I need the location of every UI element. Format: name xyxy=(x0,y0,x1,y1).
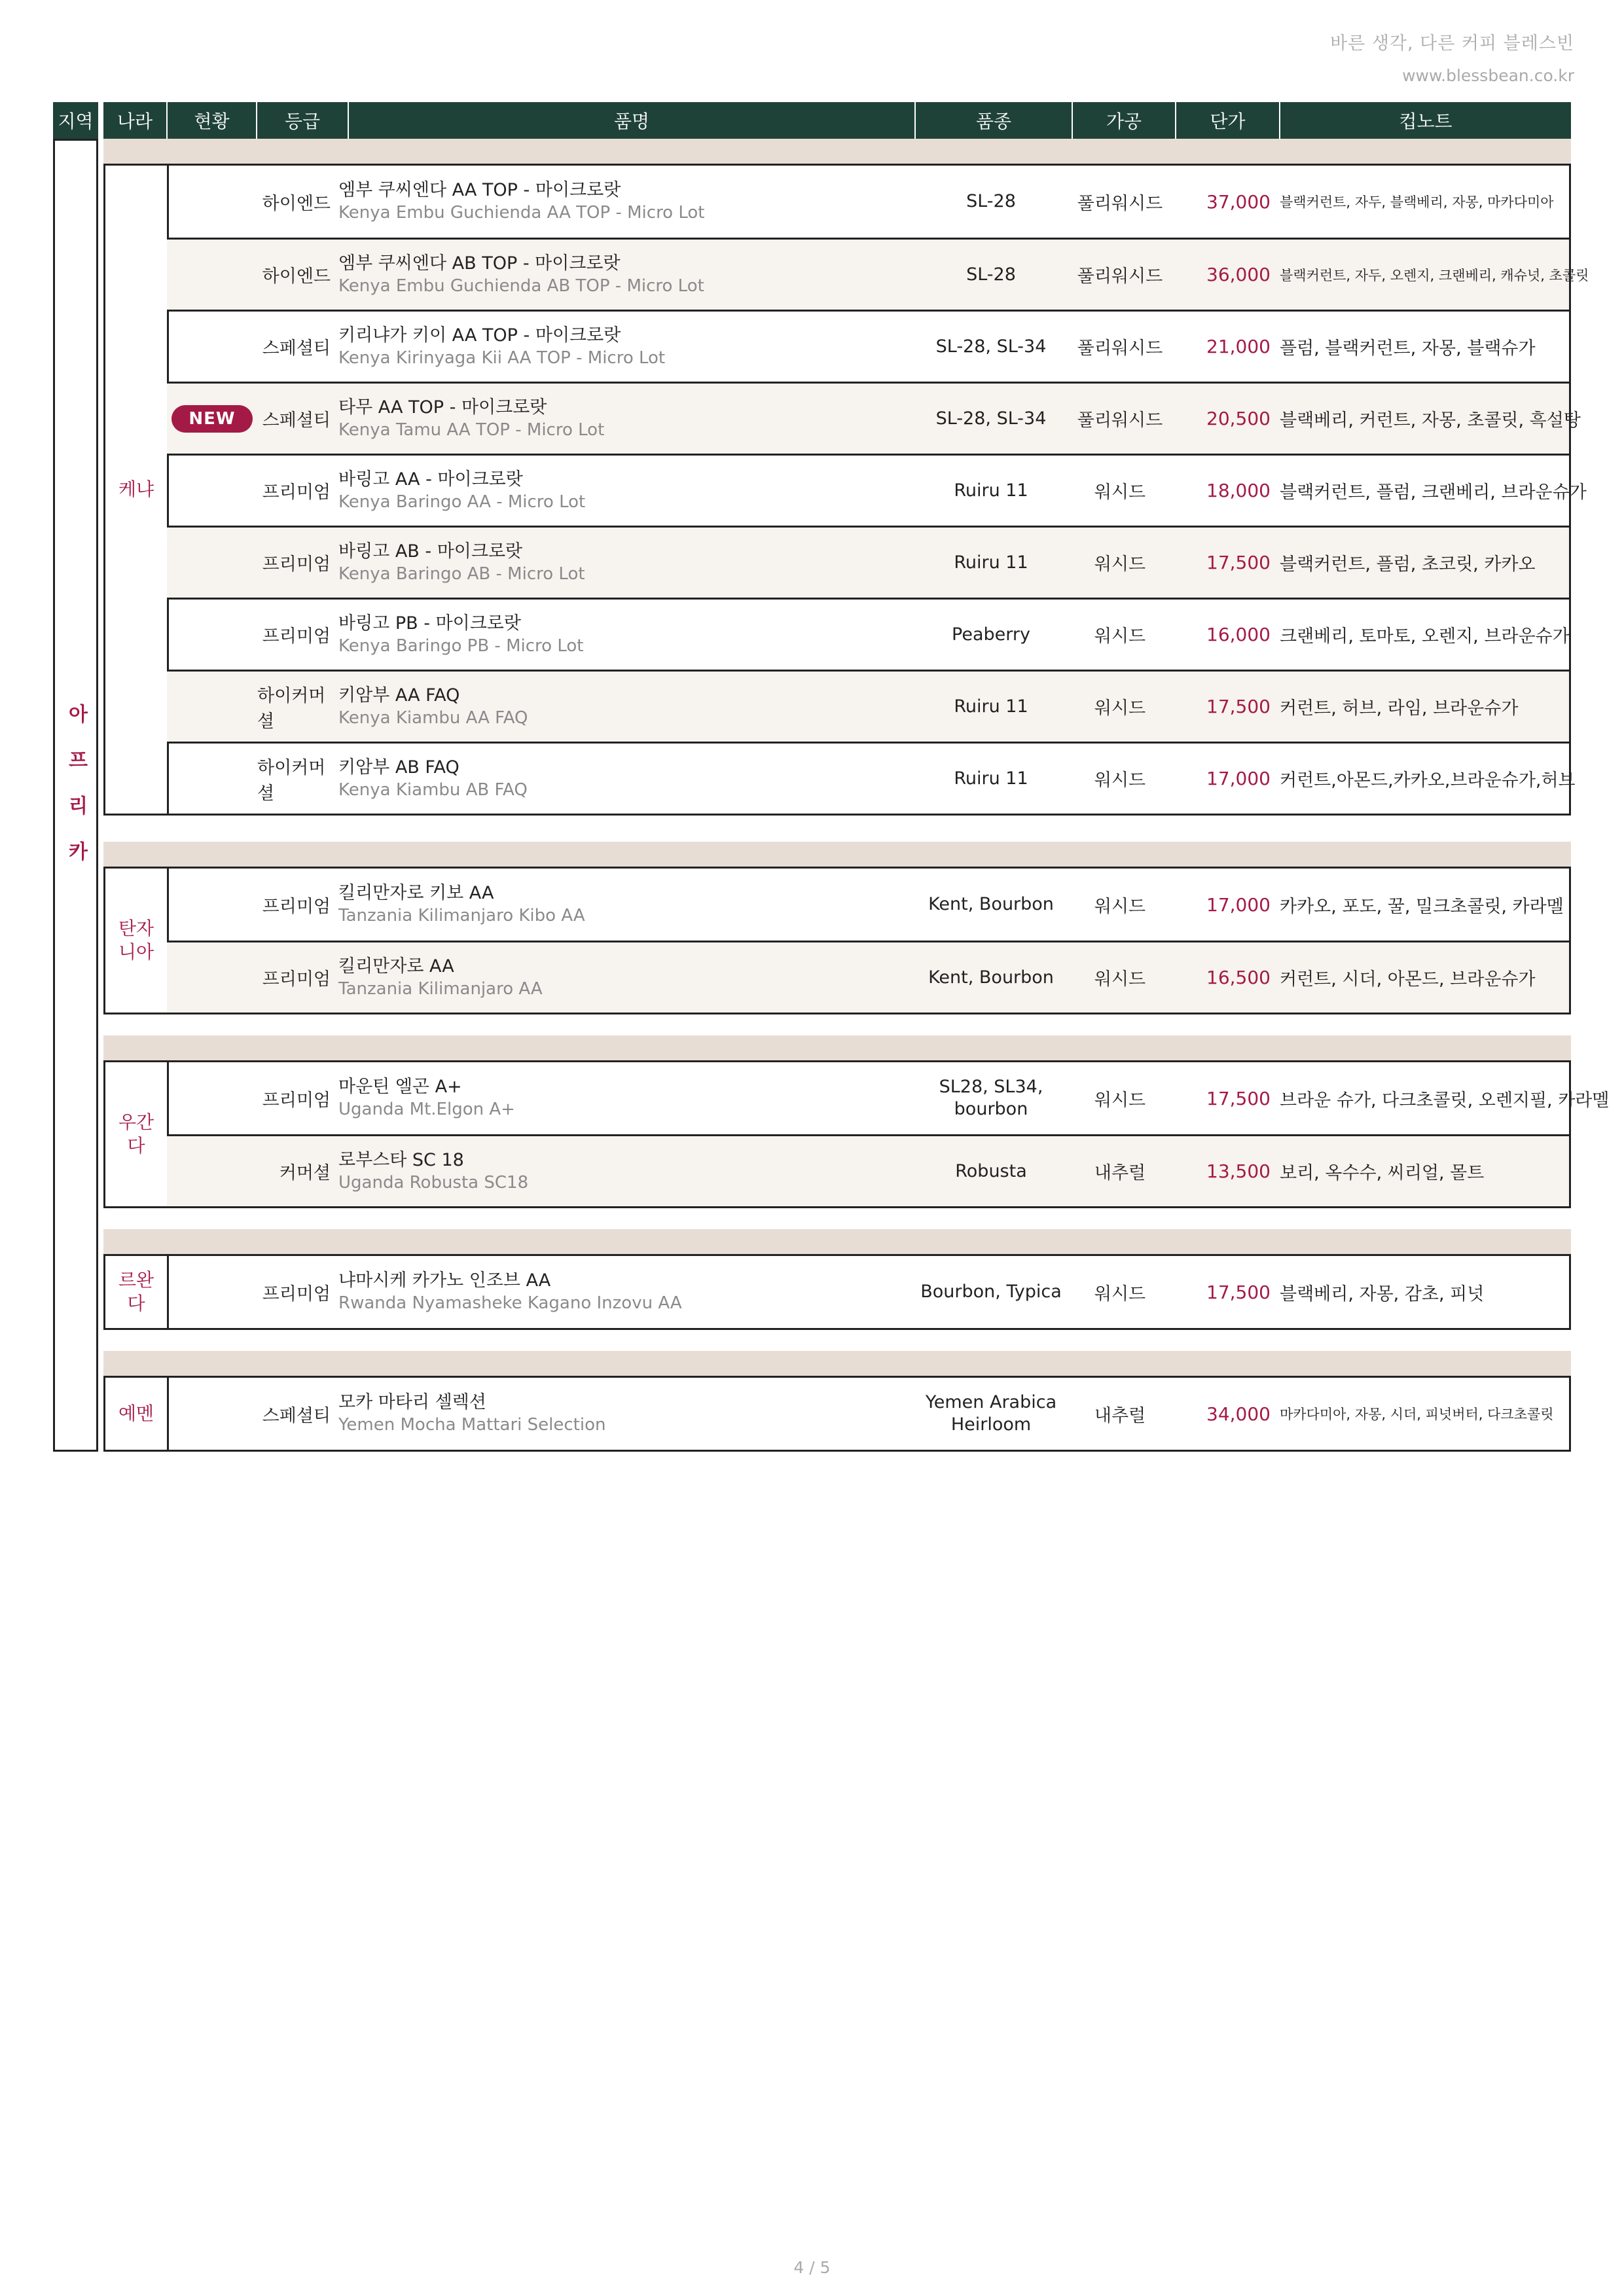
variety-cell: Ruiru 11 xyxy=(954,552,1028,573)
product-name-cell xyxy=(338,1256,901,1328)
cupnote-cell: 블랙베리, 자몽, 감초, 피넛 xyxy=(1280,1283,1485,1304)
product-name-korean: 엠부 쿠씨엔다 AB TOP - 마이크로랏 xyxy=(338,253,621,274)
grade-cell: 프리미엄 xyxy=(262,554,331,575)
product-name-korean: 킬리만자로 AA xyxy=(338,956,454,977)
product-name-english: Uganda Mt.Elgon A+ xyxy=(338,1100,515,1119)
product-name-cell xyxy=(338,600,901,670)
process-cell: 워시드 xyxy=(1094,626,1146,647)
country-name: 예멘 xyxy=(118,1403,154,1424)
grade-cell: 프리미엄 xyxy=(262,1090,331,1111)
product-name-cell xyxy=(338,240,901,310)
status-cell xyxy=(167,528,257,598)
variety-cell: SL-28 xyxy=(966,191,1016,211)
product-name-english: Kenya Kiambu AA FAQ xyxy=(338,708,528,728)
price-cell: 17,000 xyxy=(1206,768,1271,789)
product-name-english: Kenya Embu Guchienda AB TOP - Micro Lot xyxy=(338,276,704,296)
group-separator-band xyxy=(103,1229,1571,1254)
status-cell xyxy=(167,312,257,382)
table-row xyxy=(167,1134,1569,1206)
country-cell xyxy=(105,1378,169,1450)
variety-cell: Bourbon, Typica xyxy=(920,1282,1062,1302)
product-name-cell xyxy=(338,456,901,526)
product-name-korean: 마운틴 엘곤 A+ xyxy=(338,1077,462,1097)
product-name-korean: 바링고 AB - 마이크로랏 xyxy=(338,541,523,562)
grade-cell: 스페셜티 xyxy=(262,1405,331,1426)
price-cell: 17,500 xyxy=(1206,1087,1271,1109)
product-name-english: Yemen Mocha Mattari Selection xyxy=(338,1415,606,1435)
product-name-korean: 키암부 AB FAQ xyxy=(338,757,460,778)
price-cell: 21,000 xyxy=(1206,336,1271,357)
product-name-english: Tanzania Kilimanjaro Kibo AA xyxy=(338,906,585,925)
region-cell xyxy=(53,139,98,1452)
grade-cell: 스페셜티 xyxy=(262,410,331,431)
process-cell: 워시드 xyxy=(1094,554,1146,575)
header-process: 가공 xyxy=(1073,102,1175,139)
country-group xyxy=(103,164,1589,816)
variety-cell: Peaberry xyxy=(952,624,1030,645)
variety-cell: Yemen Arabica Heirloom xyxy=(925,1392,1057,1435)
table-row xyxy=(167,238,1589,310)
product-name-korean: 바링고 AA - 마이크로랏 xyxy=(338,469,523,490)
table-row xyxy=(167,310,1569,382)
variety-cell: Kent, Bourbon xyxy=(928,967,1054,988)
table-row xyxy=(167,1256,1569,1328)
product-name-cell xyxy=(338,312,901,382)
header-cupnote: 컵노트 xyxy=(1280,102,1571,139)
grade-cell: 스페셜티 xyxy=(262,338,331,359)
country-name: 우간다 xyxy=(118,1111,154,1157)
table-header xyxy=(0,102,1624,139)
price-cell: 34,000 xyxy=(1206,1403,1271,1425)
product-name-cell xyxy=(338,1062,901,1134)
table-row xyxy=(167,1378,1569,1450)
product-name-korean: 로부스타 SC 18 xyxy=(338,1149,464,1170)
process-cell: 워시드 xyxy=(1094,482,1146,503)
product-name-english: Kenya Baringo PB - Micro Lot xyxy=(338,636,584,656)
country-cell xyxy=(105,1062,169,1206)
product-name-korean: 냐마시케 카가노 인조브 AA xyxy=(338,1270,551,1291)
group-separator-band xyxy=(103,1035,1571,1060)
cupnote-cell: 블랙커런트, 자두, 블랙베리, 자몽, 마카다미아 xyxy=(1280,194,1554,210)
price-cell: 13,500 xyxy=(1206,1160,1271,1182)
status-cell xyxy=(167,869,257,941)
country-name: 르완다 xyxy=(118,1269,154,1314)
cupnote-cell: 마카다미아, 자몽, 시더, 피넛버터, 다크초콜릿 xyxy=(1280,1407,1554,1422)
brand-block xyxy=(1330,29,1574,85)
product-name-cell xyxy=(338,869,901,941)
cupnote-cell: 플럼, 블랙커런트, 자몽, 블랙슈가 xyxy=(1280,338,1536,359)
price-cell: 18,000 xyxy=(1206,480,1271,501)
table-row xyxy=(167,1062,1610,1134)
product-name-english: Rwanda Nyamasheke Kagano Inzovu AA xyxy=(338,1293,682,1313)
price-cell: 17,000 xyxy=(1206,893,1271,916)
price-cell: 16,000 xyxy=(1206,624,1271,645)
brand-tagline: 바른 생각, 다른 커피 블레스빈 xyxy=(1330,33,1574,54)
product-name-english: Kenya Tamu AA TOP - Micro Lot xyxy=(338,420,605,440)
country-cell xyxy=(105,1256,169,1328)
variety-cell: Kent, Bourbon xyxy=(928,894,1054,914)
page-number: 4 / 5 xyxy=(793,2258,831,2277)
product-name-korean: 엠부 쿠씨엔다 AA TOP - 마이크로랏 xyxy=(338,180,621,200)
status-cell xyxy=(167,672,257,742)
cupnote-cell: 블랙커런트, 플럼, 초코릿, 카카오 xyxy=(1280,554,1536,575)
header-region: 지역 xyxy=(53,102,98,139)
product-name-cell xyxy=(338,1136,901,1206)
process-cell: 워시드 xyxy=(1094,770,1146,791)
price-cell: 37,000 xyxy=(1206,190,1271,213)
cupnote-cell: 보리, 옥수수, 씨리얼, 몰트 xyxy=(1280,1163,1485,1183)
country-group xyxy=(103,1376,1571,1452)
product-name-cell xyxy=(338,942,901,1013)
header-status: 현황 xyxy=(168,102,256,139)
process-cell: 워시드 xyxy=(1094,1283,1146,1304)
table-row xyxy=(167,670,1569,742)
product-name-cell xyxy=(338,166,901,238)
variety-cell: SL-28 xyxy=(966,264,1016,285)
table-row xyxy=(167,454,1587,526)
grade-cell: 프리미엄 xyxy=(262,1283,331,1304)
table-row xyxy=(167,869,1569,941)
table-row xyxy=(167,526,1569,598)
table-row xyxy=(167,382,1581,454)
status-cell xyxy=(167,942,257,1013)
price-cell: 17,500 xyxy=(1206,696,1271,717)
country-name: 탄자니아 xyxy=(118,918,154,963)
status-cell xyxy=(167,1136,257,1206)
product-name-english: Kenya Embu Guchienda AA TOP - Micro Lot xyxy=(338,203,705,223)
grade-cell: 프리미엄 xyxy=(262,626,331,647)
cupnote-cell: 블랙베리, 커런트, 자몽, 초콜릿, 흑설탕 xyxy=(1280,410,1581,431)
status-cell xyxy=(167,1256,257,1328)
variety-cell: SL28, SL34, bourbon xyxy=(939,1077,1043,1119)
cupnote-cell: 브라운 슈가, 다크초콜릿, 오렌지필, 카라멜 xyxy=(1280,1090,1610,1111)
group-separator-band xyxy=(103,1351,1571,1376)
table-row xyxy=(167,166,1569,238)
variety-cell: Ruiru 11 xyxy=(954,696,1028,717)
header-name: 품명 xyxy=(349,102,914,139)
cupnote-cell: 커런트, 허브, 라임, 브라운슈가 xyxy=(1280,698,1519,719)
status-cell xyxy=(167,240,257,310)
process-cell: 풀리워시드 xyxy=(1077,338,1163,359)
country-group xyxy=(103,1060,1610,1208)
process-cell: 내추럴 xyxy=(1094,1405,1146,1426)
status-cell xyxy=(167,1378,257,1450)
product-name-english: Kenya Kirinyaga Kii AA TOP - Micro Lot xyxy=(338,348,666,368)
product-name-english: Uganda Robusta SC18 xyxy=(338,1172,529,1193)
cupnote-cell: 블랙커런트, 플럼, 크랜베리, 브라운슈가 xyxy=(1280,482,1587,503)
variety-cell: Ruiru 11 xyxy=(954,768,1028,789)
cupnote-cell: 카카오, 포도, 꿀, 밀크초콜릿, 카라멜 xyxy=(1280,896,1564,917)
status-cell xyxy=(167,1062,257,1134)
cupnote-cell: 크랜베리, 토마토, 오렌지, 브라운슈가 xyxy=(1280,626,1570,647)
product-name-korean: 모카 마타리 셀렉션 xyxy=(338,1392,486,1412)
status-cell xyxy=(167,166,257,238)
status-cell xyxy=(167,744,257,814)
process-cell: 워시드 xyxy=(1094,698,1146,719)
cupnote-cell: 커런트,아몬드,카카오,브라운슈가,허브 xyxy=(1280,770,1576,791)
product-name-korean: 바링고 PB - 마이크로랏 xyxy=(338,613,521,634)
price-cell: 17,500 xyxy=(1206,552,1271,573)
country-cell xyxy=(105,166,169,814)
product-name-english: Kenya Baringo AB - Micro Lot xyxy=(338,564,585,584)
process-cell: 풀리워시드 xyxy=(1077,410,1163,431)
status-cell xyxy=(167,384,257,454)
country-group xyxy=(103,867,1571,1014)
product-name-cell xyxy=(338,744,901,814)
group-separator-band xyxy=(103,139,1571,164)
product-name-cell xyxy=(338,384,901,454)
header-grade: 등급 xyxy=(257,102,348,139)
price-cell: 36,000 xyxy=(1206,264,1271,285)
process-cell: 풀리워시드 xyxy=(1077,193,1163,214)
table-row xyxy=(167,598,1569,670)
header-variety: 품종 xyxy=(916,102,1072,139)
region-name: 아프리카 xyxy=(64,704,88,887)
price-cell: 20,500 xyxy=(1206,408,1271,429)
cupnote-cell: 블랙커런트, 자두, 오렌지, 크랜베리, 캐슈넛, 초콜릿 xyxy=(1280,267,1589,283)
table-row xyxy=(167,742,1576,814)
product-name-english: Kenya Baringo AA - Micro Lot xyxy=(338,492,586,512)
product-name-korean: 키리냐가 키이 AA TOP - 마이크로랏 xyxy=(338,325,621,346)
variety-cell: Robusta xyxy=(955,1160,1027,1181)
grade-cell: 커머셜 xyxy=(279,1163,331,1183)
product-name-korean: 타무 AA TOP - 마이크로랏 xyxy=(338,397,547,418)
new-badge: NEW xyxy=(171,405,252,433)
grade-cell: 프리미엄 xyxy=(262,896,331,917)
status-cell xyxy=(167,456,257,526)
product-name-korean: 킬리만자로 키보 AA xyxy=(338,883,494,903)
brand-url: www.blessbean.co.kr xyxy=(1402,66,1574,85)
variety-cell: SL-28, SL-34 xyxy=(935,336,1047,357)
grade-cell: 프리미엄 xyxy=(262,969,331,990)
product-name-korean: 키암부 AA FAQ xyxy=(338,685,460,706)
table-row xyxy=(167,941,1569,1013)
group-separator-band xyxy=(103,842,1571,867)
price-cell: 17,500 xyxy=(1206,1281,1271,1303)
product-name-cell xyxy=(338,1378,901,1450)
grade-cell: 하이엔드 xyxy=(262,193,331,214)
product-name-cell xyxy=(338,528,901,598)
header-price: 단가 xyxy=(1176,102,1279,139)
process-cell: 내추럴 xyxy=(1094,1163,1146,1183)
grade-cell: 프리미엄 xyxy=(262,482,331,503)
process-cell: 워시드 xyxy=(1094,969,1146,990)
product-name-english: Tanzania Kilimanjaro AA xyxy=(338,978,543,999)
status-cell xyxy=(167,600,257,670)
process-cell: 워시드 xyxy=(1094,896,1146,917)
product-name-cell xyxy=(338,672,901,742)
price-cell: 16,500 xyxy=(1206,967,1271,988)
grade-cell: 하이엔드 xyxy=(262,266,331,287)
process-cell: 풀리워시드 xyxy=(1077,266,1163,287)
country-name: 케냐 xyxy=(118,478,154,500)
cupnote-cell: 커런트, 시더, 아몬드, 브라운슈가 xyxy=(1280,969,1536,990)
grade-cell: 하이커머셜 xyxy=(257,757,326,804)
header-country: 나라 xyxy=(103,102,166,139)
country-cell xyxy=(105,869,169,1013)
grade-cell: 하이커머셜 xyxy=(257,685,326,732)
variety-cell: SL-28, SL-34 xyxy=(935,408,1047,429)
country-group xyxy=(103,1254,1571,1330)
product-name-english: Kenya Kiambu AB FAQ xyxy=(338,780,528,800)
process-cell: 워시드 xyxy=(1094,1090,1146,1111)
variety-cell: Ruiru 11 xyxy=(954,480,1028,501)
